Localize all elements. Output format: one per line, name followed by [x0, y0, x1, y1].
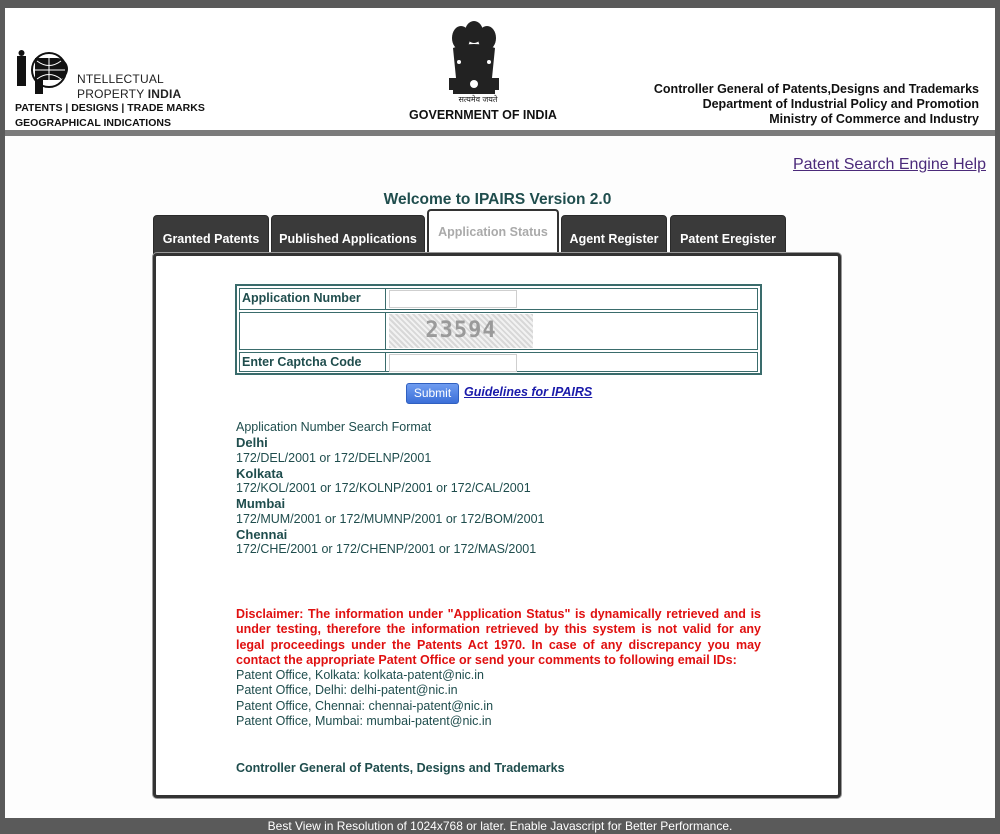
contact-item: Patent Office, Kolkata: kolkata-patent@nic.in	[236, 668, 485, 682]
contact-item: Patent Office, Chennai: chennai-patent@nic.in	[236, 698, 494, 713]
city-name: Chennai	[236, 527, 288, 543]
ip-logo-mark-icon	[15, 50, 77, 94]
search-form-table	[235, 284, 762, 375]
dept-line: Department of Industrial Policy and Promotion	[702, 97, 979, 111]
government-title: GOVERNMENT OF INDIA	[409, 108, 557, 122]
disclaimer-text: Disclaimer: The information under "Application Status" is dynamically retrieved and is under testing, therefore the information retrieved by this system is not valid for any legal proceedings under the Patents Act 1970. In case of any discrepancy you may contact the appropriate Patent Office or send your comments to following email IDs:	[236, 607, 761, 667]
tab-application-status[interactable]: Application Status	[427, 209, 559, 255]
captcha-input[interactable]	[389, 354, 517, 372]
application-number-input[interactable]	[389, 290, 517, 308]
footer-note: Best View in Resolution of 1024x768 or later. Enable Javascript for Better Performance.	[267, 819, 733, 833]
form-row	[239, 312, 758, 350]
welcome-title: Welcome to IPAIRS Version 2.0	[383, 191, 612, 208]
tab-patent-eregister[interactable]: Patent Eregister	[670, 215, 786, 255]
tab-granted-patents[interactable]: Granted Patents	[153, 215, 269, 255]
form-row	[239, 288, 758, 310]
page-frame	[5, 8, 995, 818]
guidelines-link[interactable]: Guidelines for IPAIRS	[464, 385, 593, 399]
tab-published-applications[interactable]: Published Applications	[271, 215, 425, 255]
city-format: 172/CHE/2001 or 172/CHENP/2001 or 172/MAS/2001	[236, 542, 537, 557]
content-panel	[153, 253, 841, 798]
department-info	[654, 82, 979, 127]
format-heading: Application Number Search Format	[236, 420, 432, 434]
contact-list	[236, 668, 493, 729]
emblem-motto: सत्यमेव जयते	[458, 95, 498, 104]
ip-name-line1: NTELLECTUAL	[77, 72, 164, 86]
captcha-image: 23594	[389, 314, 533, 348]
city-name: Kolkata	[236, 465, 283, 481]
controller-signature: Controller General of Patents, Designs and Trademarks	[236, 761, 565, 775]
city-format: 172/MUM/2001 or 172/MUMNP/2001 or 172/BOM/2001	[236, 511, 545, 526]
patent-search-help-link[interactable]: Patent Search Engine Help	[792, 156, 986, 173]
city-format: 172/KOL/2001 or 172/KOLNP/2001 or 172/CAL/2001	[236, 481, 531, 496]
contact-item: Patent Office, Mumbai: mumbai-patent@nic.in	[236, 713, 492, 728]
ip-subtitle-line2: GEOGRAPHICAL INDICATIONS	[15, 117, 171, 129]
submit-button[interactable]: Submit	[406, 383, 459, 404]
national-emblem-icon	[439, 12, 509, 104]
city-format: 172/DEL/2001 or 172/DELNP/2001	[236, 450, 432, 465]
ip-subtitle-line1: PATENTS | DESIGNS | TRADE MARKS	[15, 102, 205, 114]
ip-india-logo	[15, 50, 215, 130]
search-format-info	[236, 420, 545, 558]
dept-line: Controller General of Patents,Designs and Trademarks	[653, 82, 979, 96]
tab-agent-register[interactable]: Agent Register	[561, 215, 667, 255]
site-header	[5, 8, 995, 136]
form-row	[239, 352, 758, 372]
app-number-label: Application Number	[240, 289, 386, 309]
contact-item: Patent Office, Delhi: delhi-patent@nic.in	[236, 683, 458, 698]
city-name: Delhi	[236, 435, 268, 451]
captcha-label: Enter Captcha Code	[240, 353, 386, 371]
dept-line: Ministry of Commerce and Industry	[769, 112, 979, 126]
ip-name-line2: PROPERTY INDIA	[77, 87, 182, 101]
city-name: Mumbai	[236, 496, 286, 512]
